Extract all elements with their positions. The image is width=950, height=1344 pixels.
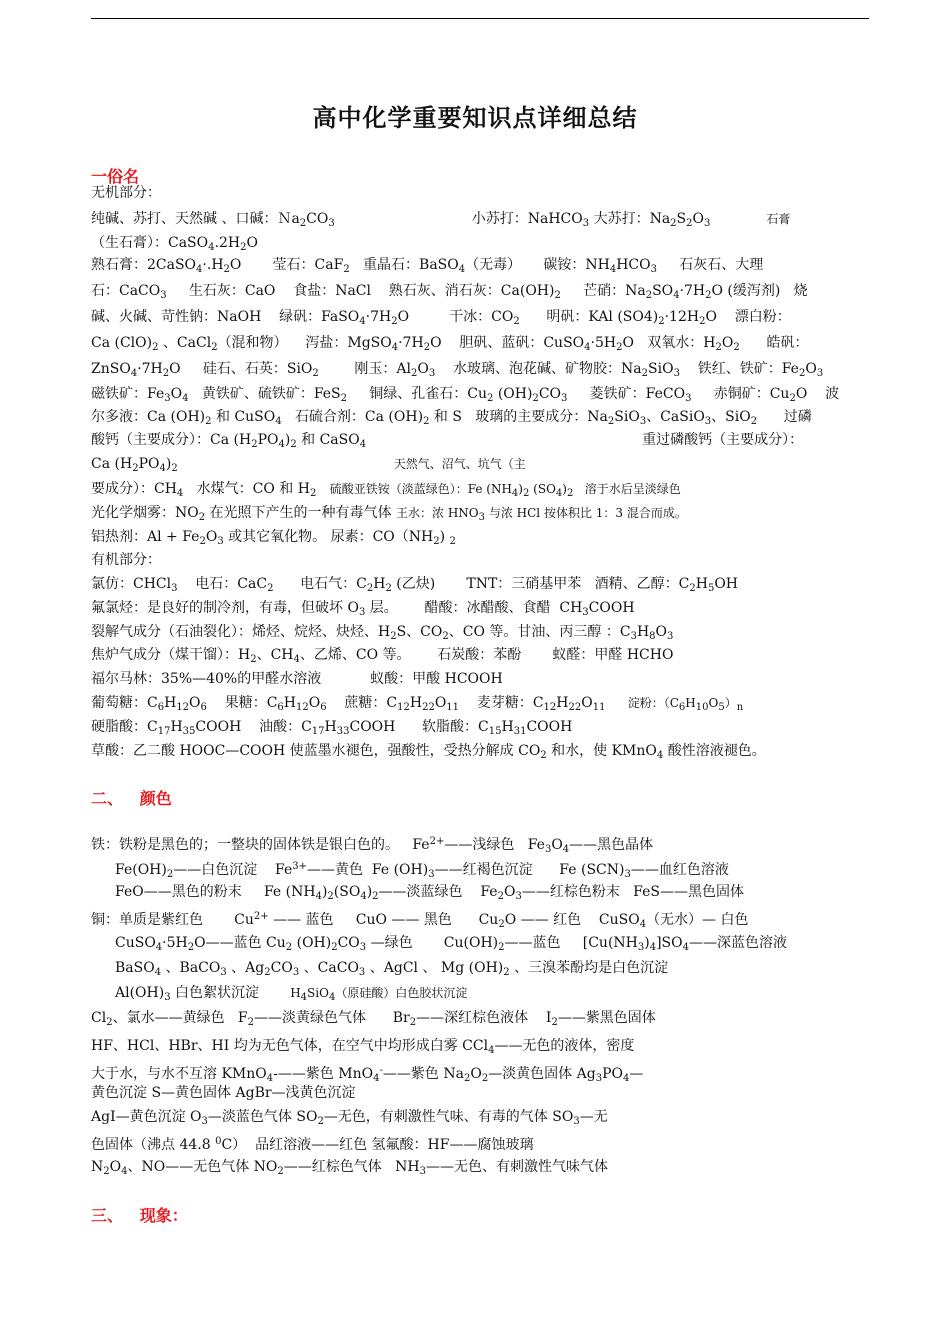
text-line: 铁：铁粉是黑色的；一整块的固体铁是银白色的。 $Fe^{2+}——$浅绿色 $Fe_3O_4——$黑色晶体 bbox=[91, 836, 654, 855]
text-line: 焦炉气成分（煤干馏）：$H_2$、$CH_4$、乙烯、CO 等。 石炭酸：苯酚 蚁醛：甲醛 HCHO bbox=[91, 647, 674, 665]
text-line: （生石膏）：$CaSO_4.2H_2O$ bbox=[91, 235, 258, 253]
text-line: 磁铁矿：$Fe_3O_4$ 黄铁矿、硫铁矿：FeS$_2$ 铜绿、孔雀石：$Cu_2$ $(OH)_2CO_3$ 菱铁矿：FeCO$_3$ 赤铜矿：$Cu_2O$ 波 bbox=[91, 386, 840, 404]
text-line: 熟石膏：$2CaSO_4\cdot.H_2O$ 莹石：CaF$_2$ 重晶石：BaSO$_4$（无毒） 碳铵：$NH_4HCO_3$ 石灰石、大理 bbox=[91, 257, 764, 275]
text-line: 氟氯烃：是良好的制冷剂，有毒，但破坏 $O_3$ 层。 醋酸：冰醋酸、食醋 $CH_3COOH$ bbox=[91, 600, 635, 618]
text-line: 氯仿：CHCl$_3$ 电石：CaC$_2$ 电石气：$C_2H_2$ (乙炔) TNT：三硝基甲苯 酒精、乙醇：$C_2H_5OH$ bbox=[91, 576, 739, 594]
text-line: 裂解气成分（石油裂化）：烯烃、烷烃、炔烃、$H_2S$、$CO_2$、CO 等。甘油、丙三醇 ：$C_3H_8O_3$ bbox=[91, 624, 674, 642]
page-title: 高中化学重要知识点详细总结 bbox=[312, 104, 638, 132]
text-line: AgI—黄色沉淀 $O_3—$淡蓝色气体 $SO_2—$无色，有刺激性气味、有毒的气体 $SO_3—$无 bbox=[91, 1109, 608, 1127]
text-line: 纯碱、苏打、天然碱 、口碱：$Na_2CO_3$ 小苏打：NaHCO$_3$ 大苏打：$Na_2S_2O_3$ 石膏 bbox=[91, 211, 791, 229]
text-line: 葡萄糖：$C_6H_{12}O_6$ 果糖：$C_6H_{12}O_6$ 蔗糖：$C_{12}H_{22}O_{11}$ 麦芽糖：$C_{12}H_{22}O_{11}$ 淀粉：$(C_6H_{10}O_5)_n$ bbox=[91, 695, 744, 713]
text-line: 大于水，与水不互溶 KMnO$_4$-——紫色 MnO$_4$-——紫色 $Na_2O_2—$淡黄色固体 $Ag_3PO_4—$ bbox=[91, 1065, 644, 1084]
text-line: 光化学烟雾：$NO_2$ 在光照下产生的一种有毒气体 王水：浓 $HNO_3$ 与浓 HCl 按体积比 1：3 混合而成。 bbox=[91, 505, 687, 523]
text-line: Ca $(H_2PO_4)_2$ 天然气、沼气、坑气（主 bbox=[91, 456, 526, 474]
text-line: BaSO$_4$ 、BaCO$_3$ 、$Ag_2CO_3$ 、CaCO$_3$ 、AgCl 、 Mg $(OH)_2$ 、三溴苯酚均是白色沉淀 bbox=[115, 960, 669, 978]
text-line: HF、HCl、HBr、HI 均为无色气体，在空气中均形成白雾 CCl$_4$——无色的液体，密度 bbox=[91, 1038, 635, 1056]
text-line: $Cl_2$、氯水——黄绿色 $F_2——$淡黄绿色气体 $Br_2——$深红棕色液体 $I_2——$紫黑色固体 bbox=[91, 1010, 656, 1028]
text-line: Ca $(ClO)_2$ 、CaCl$_2$（混和物） 泻盐：$MgSO_4\cdot 7H_2O$ 胆矾、蓝矾：$CuSO_4\cdot 5H_2O$ 双氧水：$H_2O_2$ 皓矾： bbox=[91, 335, 809, 353]
organic-label: 有机部分： bbox=[91, 552, 161, 568]
text-line: FeO——黑色的粉末 Fe $(NH_4)_2(SO_4)_2——$淡蓝绿色 $Fe_2O_3——$红棕色粉末 FeS——黑色固体 bbox=[115, 884, 745, 902]
text-line: 福尔马林：35%—40%的甲醛水溶液 蚁酸：甲酸 HCOOH bbox=[91, 671, 503, 687]
text-line: 硬脂酸：$C_{17}H_{35}COOH$ 油酸：$C_{17}H_{33}COOH$ 软脂酸：$C_{15}H_{31}COOH$ bbox=[91, 719, 573, 737]
text-line: 尔多液：Ca $(OH)_2$ 和 CuSO$_4$ 石硫合剂：Ca $(OH)_2$ 和 S 玻璃的主要成分：$Na_2SiO_3$、CaSiO$_3$、SiO$_2$ 过磷 bbox=[91, 409, 812, 427]
text-line: $Fe(OH)_2——$白色沉淀 $Fe^{3+}——$黄色 Fe $(OH)_3——$红褐色沉淀 Fe $(SCN)_3——$血红色溶液 bbox=[115, 861, 729, 880]
text-line: 黄色沉淀 S—黄色固体 AgBr—浅黄色沉淀 bbox=[91, 1085, 356, 1101]
text-line: $Al(OH)_3$ 白色絮状沉淀 $H_4SiO_4$（原硅酸）白色胶状沉淀 bbox=[115, 985, 468, 1003]
section-heading-names: 一俗名 bbox=[91, 167, 140, 186]
text-line: 酸钙（主要成分）：Ca $(H_2PO_4)_2$ 和 CaSO$_4$ 重过磷酸钙（主要成分）： bbox=[91, 432, 804, 450]
inorganic-label: 无机部分： bbox=[91, 185, 161, 201]
text-line: 碱、火碱、苛性钠：NaOH 绿矾：$FaSO_4\cdot 7H_2O$ 干冰：$CO_2$ 明矾：KAl $(SO4)_2\cdot 12H_2O$ 漂白粉： bbox=[91, 309, 791, 327]
text-line: 要成分）：$CH_4$ 水煤气：CO 和 $H_2$ 硫酸亚铁铵（淡蓝绿色）：Fe $(NH_4)_2$ $(SO_4)_2$ 溶于水后呈淡绿色 bbox=[91, 481, 681, 499]
section-heading-phenomena: 三、 现象： bbox=[91, 1206, 188, 1225]
text-line: $ZnSO_4\cdot 7H_2O$ 硅石、石英：SiO$_2$ 刚玉：$Al_2O_3$ 水玻璃、泡花碱、矿物胶：$Na_2SiO_3$ 铁红、铁矿：$Fe_2O_3$ bbox=[91, 361, 824, 379]
text-line: 色固体（沸点 44.8 $^0$C） 品红溶液——红色 氢氟酸：HF——腐蚀玻璃 bbox=[91, 1136, 534, 1153]
text-line: $N_2O_4$、NO——无色气体 $NO_2——$红棕色气体 $NH_3——$无色、有刺激性气味气体 bbox=[91, 1159, 608, 1177]
text-line: 铜：单质是紫红色 $Cu^{2+}$ —— 蓝色 CuO —— 黑色 $Cu_2O$ —— 红色 CuSO$_4$（无水）— 白色 bbox=[91, 911, 749, 930]
text-line: 铝热剂：$Al + Fe_2O_3$ 或其它氧化物。 尿素：$CO(NH_2)$ $_2$ bbox=[91, 529, 456, 547]
text-line: $CuSO_4\cdot 5H_2O——$蓝色 $Cu_2$ $(OH)_2CO_3$ —绿色 $Cu(OH)_2——$蓝色 $[Cu(NH_3)_4]SO_4——$深蓝色溶液 bbox=[115, 935, 787, 953]
text-line: 草酸：乙二酸 HOOC—COOH 使蓝墨水褪色，强酸性，受热分解成 $CO_2$ 和水，使 KMnO$_4$ 酸性溶液褪色。 bbox=[91, 743, 766, 761]
section-heading-colors: 二、 颜色 bbox=[91, 789, 172, 808]
text-line: 石：CaCO$_3$ 生石灰：CaO 食盐：NaCl 熟石灰、消石灰：$Ca(OH)_2$ 芒硝：$Na_2SO_4\cdot 7H_2O$ (缓泻剂) 烧 bbox=[91, 283, 808, 301]
top-rule bbox=[91, 18, 869, 19]
